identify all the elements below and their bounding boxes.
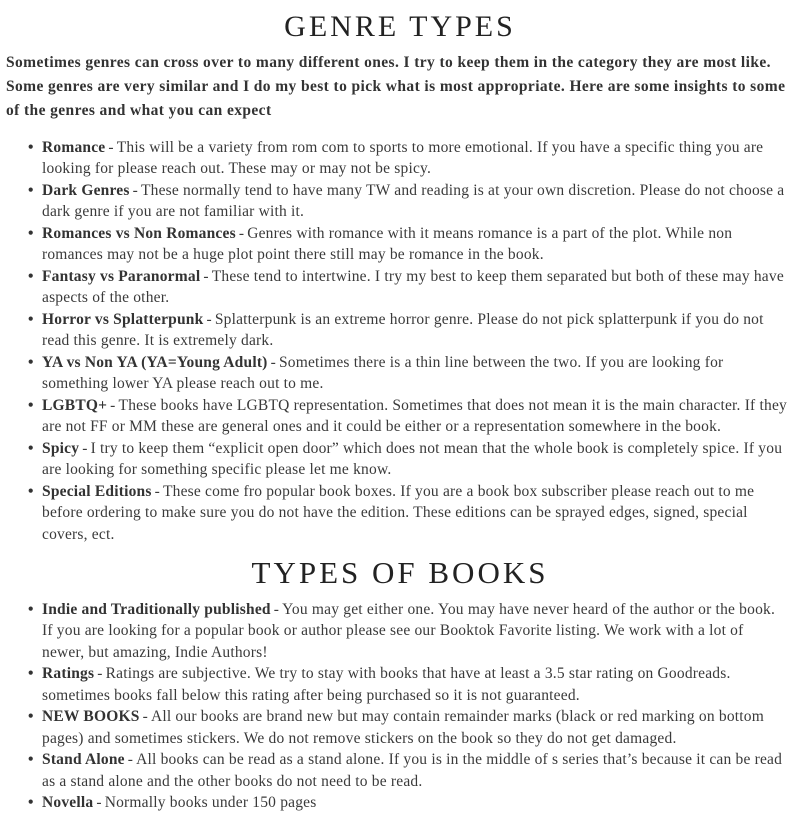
list-item (28, 792, 788, 814)
item-term: NEW BOOKS (42, 708, 140, 726)
types-of-books-heading: TYPES OF BOOKS (251, 555, 549, 590)
bullet-marker: • (28, 794, 34, 812)
item-desc: These tend to intertwine. I try my best to keep them separated but both of these may have aspects of the other. (42, 267, 784, 306)
item-term: Romance (42, 138, 106, 156)
list-item (28, 395, 788, 438)
item-dash: - (97, 665, 103, 683)
list-item (28, 438, 788, 481)
genre-intro-paragraph: Sometimes genres can cross over to many different ones. I try to keep them in the category they are most like. Some genres are very similar and I do my best to pick what is most appropriate. Here are some insights to some of the genres and what you can expect (6, 53, 786, 119)
item-desc: Normally books under 150 pages (104, 794, 317, 812)
item-desc: Splatterpunk is an extreme horror genre. Please do not pick splatterpunk if you do not read this genre. It is extremely dark. (42, 310, 764, 349)
bullet-marker: • (28, 708, 34, 726)
item-desc: All books can be read as a stand alone. If you is in the middle of s series that’s because it can be read as a stand alone and the other books do not need to be read. (42, 751, 783, 790)
genre-types-heading: GENRE TYPES (284, 10, 516, 43)
item-dash: - (132, 181, 138, 199)
bullet-marker: • (28, 353, 34, 371)
item-dash: - (270, 353, 276, 371)
item-term: Romances vs Non Romances (42, 224, 236, 242)
bullet-marker: • (28, 439, 34, 457)
list-item (28, 706, 788, 749)
item-dash: - (108, 138, 114, 156)
item-desc: These come fro popular book boxes. If you are a book box subscriber please reach out to me before ordering to make sure you do not have the edition. These editions can be sprayed edges, signed, special covers, ect. (42, 482, 755, 543)
item-desc: These normally tend to have many TW and reading is at your own discretion. Please do not choose a dark genre if you are not familiar with it. (42, 181, 785, 220)
item-dash: - (127, 751, 134, 769)
list-item (28, 180, 788, 223)
item-desc: You may get either one. You may have never heard of the author or the book. If you are looking for a popular book or author please see our Booktok Favorite listing. We work with a lot of newer, but amazing, Indie Authors! (42, 600, 776, 661)
list-item (28, 266, 788, 309)
item-term: Indie and Traditionally published (42, 600, 271, 618)
item-term: Ratings (42, 665, 95, 683)
item-desc: Ratings are subjective. We try to stay with books that have at least a 3.5 star rating on Goodreads. sometimes books fall below this rating after being purchased so it is not guaranteed. (42, 665, 731, 704)
bullet-marker: • (28, 600, 34, 618)
item-term: Special Editions (42, 482, 152, 500)
item-term: Dark Genres (42, 181, 130, 199)
item-dash: - (82, 439, 88, 457)
bullet-marker: • (28, 396, 34, 414)
bullet-marker: • (28, 224, 34, 242)
list-item (28, 481, 788, 546)
bullet-marker: • (28, 310, 34, 328)
bullet-marker: • (28, 482, 34, 500)
item-desc: I try to keep them “explicit open door” which does not mean that the whole book is completely spice. If you are looking for something specific please let me know. (42, 439, 783, 478)
item-desc: All our books are brand new but may contain remainder marks (black or red marking on bottom pages) and sometimes stickers. We do not remove stickers on the book so they do not get damaged. (42, 708, 764, 747)
item-desc: This will be a variety from rom com to sports to more emotional. If you have a specific thing you are looking for please reach out. These may or may not be spicy. (42, 138, 764, 177)
item-dash: - (96, 794, 102, 812)
item-desc: Sometimes there is a thin line between the two. If you are looking for something lower YA please reach out to me. (42, 353, 724, 392)
item-dash: - (238, 224, 245, 242)
item-term: YA vs Non YA (YA=Young Adult) (42, 353, 268, 371)
item-dash: - (206, 310, 212, 328)
list-item (28, 137, 788, 180)
item-dash: - (273, 600, 280, 618)
list-item (28, 223, 788, 266)
list-item (28, 749, 788, 792)
books-list (4, 599, 796, 814)
bullet-marker: • (28, 751, 34, 769)
item-dash: - (203, 267, 209, 285)
item-term: Stand Alone (42, 751, 125, 769)
bullet-marker: • (28, 181, 34, 199)
item-desc: Genres with romance with it means romance is a part of the plot. While non romances may not be a huge plot point there still may be romance in the book. (42, 224, 733, 263)
item-term: Spicy (42, 439, 80, 457)
list-item (28, 352, 788, 395)
item-dash: - (142, 708, 148, 726)
item-dash: - (154, 482, 160, 500)
item-dash: - (110, 396, 116, 414)
item-term: Novella (42, 794, 94, 812)
genre-list (4, 137, 796, 546)
list-item (28, 663, 788, 706)
bullet-marker: • (28, 665, 34, 683)
item-term: LGBTQ+ (42, 396, 108, 414)
bullet-marker: • (28, 267, 34, 285)
list-item (28, 599, 788, 664)
list-item (28, 309, 788, 352)
item-desc: These books have LGBTQ representation. Sometimes that does not mean it is the main character. If they are not FF or MM these are general ones and it could be either or a representation somewhere in the book. (42, 396, 787, 435)
item-term: Horror vs Splatterpunk (42, 310, 204, 328)
item-term: Fantasy vs Paranormal (42, 267, 201, 285)
bullet-marker: • (28, 138, 34, 156)
